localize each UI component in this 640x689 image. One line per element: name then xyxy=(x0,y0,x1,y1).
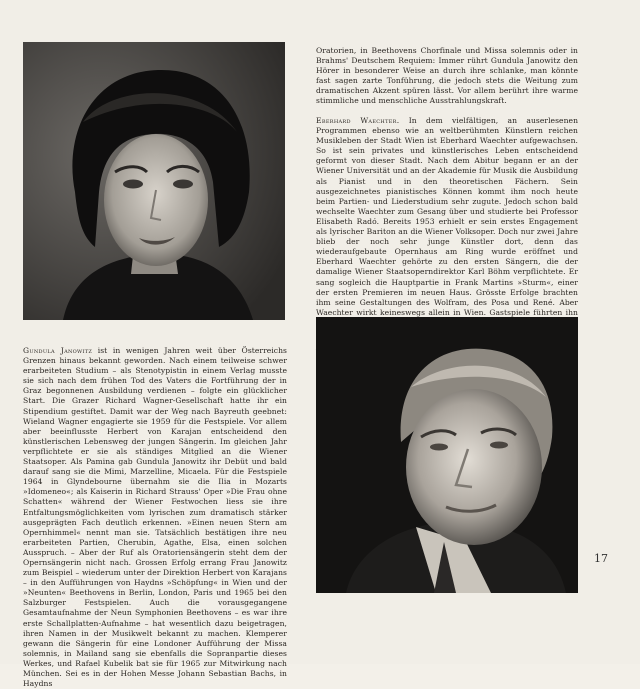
waechter-name-lead: Eberhard Waechter. xyxy=(316,116,400,125)
waechter-body-text: In dem vielfältigen, an auserlesenen Programmen ebenso wie an weltberühmten Künstlern reichen Musikleben der Stadt Wien ist Eberhard Waechter aufgewachsen. So ist sein privates und künstlerisches Leben entscheidend geformt von dieser Stadt. Nach dem Abitur begann er an der Wiener Universität und an der Akademie für Musik die Ausbildung als Pianist und in den theoretischen Fächern. Sein ausgezeichnetes pianistisches Können kommt ihm noch heute beim Partien- und Liederstudium sehr zugute. Jedoch schon bald wechselte Waechter zum Gesang über und studierte bei Professor Elisabeth Radó. Bereits 1953 erhielt er sein erstes Engagement als lyrischer Bariton an die Wiener Volksoper. Doch nur zwei Jahre blieb der noch sehr junge Künstler dort, denn das wiederaufgebaute Opernhaus am Ring wurde eröffnet und Eberhard Waechter gehörte zu den ersten Sängern, die der damalige Wiener Staatsoperndirektor Karl Böhm verpflichtete. Er sang sogleich die Hauptpartie in Frank Martins »Sturm«, einer der ersten Premieren im neuen Haus. Grösste Erfolge brachten ihm seine Gestaltungen des Wolfram, des Posa und René. Aber Waechter wirkt keineswegs allein in Wien. Gastspiele führten ihn xyxy=(316,116,579,317)
janowitz-name-lead: Gundula Janowitz xyxy=(23,346,93,355)
portrait-photo-waechter xyxy=(316,317,578,593)
continuation-paragraph: Oratorien, in Beethovens Chorfinale und Missa solemnis oder in Brahms' Deutschem Requiem: Immer rührt Gundula Janowitz den Hörer in besonderer Weise an durch ihre schlanke, man könnte fast sagen zarte Tonführung, die jedoch stets die Weitung zum dramatischen Akzent spüren lässt. Vor allem berührt ihre warme stimmliche und menschliche Ausstrahlungskraft. xyxy=(316,46,578,106)
portrait-janowitz-image xyxy=(23,42,285,320)
page-number: 17 xyxy=(594,552,608,565)
intro-continuation-text xyxy=(316,46,578,107)
janowitz-paragraph xyxy=(23,346,287,689)
janowitz-body-text: ist in wenigen Jahren weit über Österreichs Grenzen hinaus bekannt geworden. Nach einem teilweise schwer erarbeiteten Studium – als Stenotypistin in einem Verlag musste sie sich nach dem frühen Tod des Vaters die Fortführung der in Graz begonnenen Ausbildung verdienen – folgte ein glücklicher Start. Die Grazer Richard Wagner-Gesellschaft hatte ihr ein Stipendium gestiftet. Damit war der Weg nach Bayreuth geebnet: Wieland Wagner engagierte sie 1959 für die Festspiele. Vor allem aber beeinflusste Herbert von Karajan entscheidend den künstlerischen Lebensweg der jungen Sängerin. Im gleichen Jahr verpflichtete er sie als ständiges Mitglied an die Wiener Staatsoper. Als Pamina gab Gundula Janowitz ihr Debüt und bald darauf sang sie die Mimi, Marzelline, Micaela. Für die Festspiele 1964 in Glyndebourne übernahm sie die Ilia in Mozarts »Idomeneo«; als Kaiserin in Richard Strauss' Oper »Die Frau ohne Schatten« während der Wiener Festwochen liess sie ihre Entfaltungsmöglichkeiten vom lyrischen zum dramatisch stärker ausgeprägten Fach deutlich erkennen. »Einen neuen Stern am Opernhimmel« nennt man sie. Tatsächlich bestätigen ihre neu erarbeiteten Partien, Cherubin, Agathe, Elsa, einen solchen Ausspruch. – Aber der Ruf als Oratoriensängerin steht dem der Opernsängerin nicht nach. Grossen Erfolg errang Frau Janowitz zum Beispiel – wiederum unter der Direktion Herbert von Karajans – in den Aufführungen von Haydns »Schöpfung« in Wien und der »Neunten« Beethovens in Berlin, London, Paris und 1965 bei den Salzburger Festspielen. Auch die vorausgegangene Gesamtaufnahme der Neun Symphonien Beethovens – es war ihre erste Schallplatten-Aufnahme – hat wesentlich dazu beigetragen, ihren Namen in der Musikwelt bekannt zu machen. Klemperer gewann die Sängerin für eine Londoner Aufführung der Missa solemnis, in Mailand sang sie ebenfalls die Sopranpartie dieses Werkes, und Rafael Kubelik bat sie für 1965 zur Mitwirkung nach München. Sei es in der Hohen Messe Johann Sebastian Bachs, in Haydns xyxy=(23,346,287,689)
janowitz-article xyxy=(23,346,287,689)
portrait-waechter-image xyxy=(316,317,578,593)
portrait-photo-janowitz xyxy=(23,42,285,320)
